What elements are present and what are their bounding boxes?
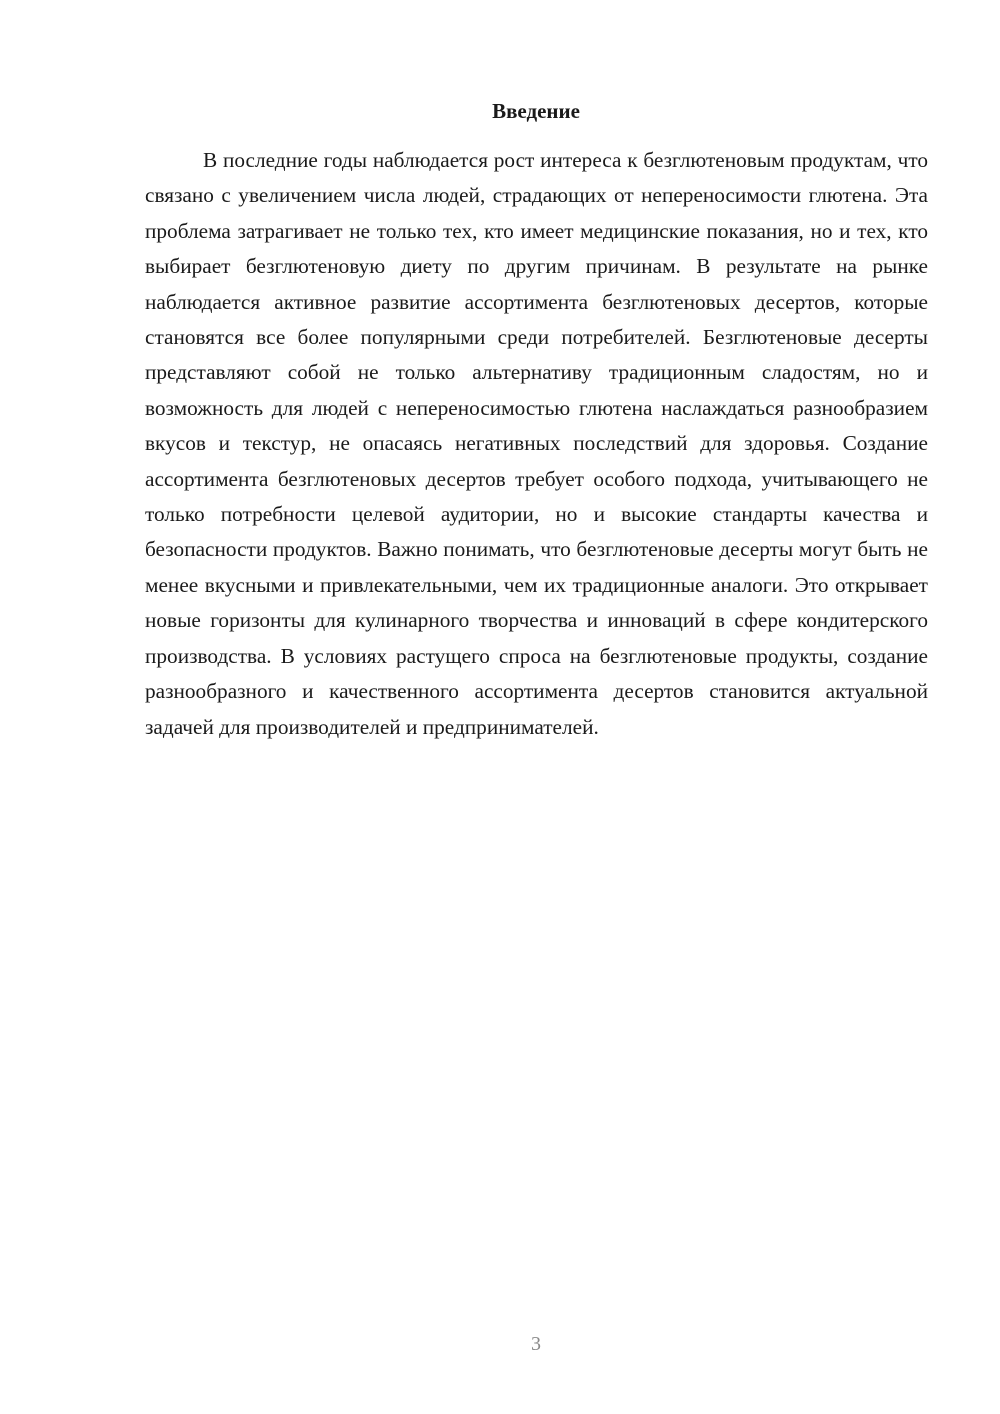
- body-paragraph: В последние годы наблюдается рост интереса к безглютеновым продуктам, что связано с увеличением числа людей, страдающих от непереносимости глютена. Эта проблема затрагивает не только тех, кто имеет медицинские показания, но и тех, кто выбирает безглютеновую диету по другим причинам. В результате на рынке наблюдается активное развитие ассортимента безглютеновых десертов, которые становятся все более популярными среди потребителей. Безглютеновые десерты представляют собой не только альтернативу традиционным сладостям, но и возможность для людей с непереносимостью глютена наслаждаться разнообразием вкусов и текстур, не опасаясь негативных последствий для здоровья. Создание ассортимента безглютеновых десертов требует особого подхода, учитывающего не только потребности целевой аудитории, но и высокие стандарты качества и безопасности продуктов. Важно понимать, что безглютеновые десерты могут быть не менее вкусными и привлекательными, чем их традиционные аналоги. Это открывает новые горизонты для кулинарного творчества и инноваций в сфере кондитерского производства. В условиях растущего спроса на безглютеновые продукты, создание разнообразного и качественного ассортимента десертов становится актуальной задачей для производителей и предпринимателей.: [145, 148, 928, 739]
- section-title: Введение: [492, 99, 580, 123]
- page-number: 3: [531, 1333, 541, 1355]
